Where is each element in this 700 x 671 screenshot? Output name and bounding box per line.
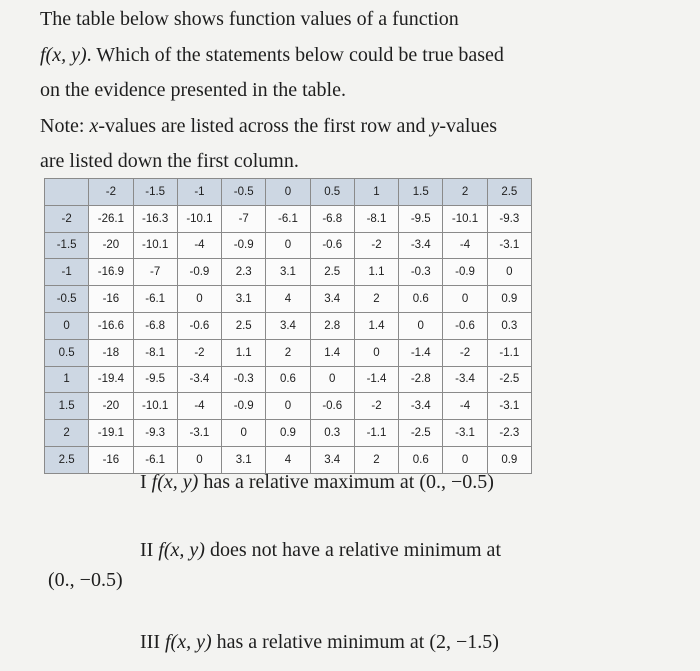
value-cell: -10.1 [133,232,177,259]
value-cell: 2 [266,339,310,366]
statement-1-label: I [140,471,152,493]
value-cell: 1.1 [354,259,398,286]
statement-3-text: has a relative minimum at (2, −1.5) [211,631,499,653]
value-cell: 2.5 [310,259,354,286]
intro-line-4 [40,109,680,145]
question-intro [40,2,680,180]
x-header-cell: -0.5 [222,179,266,206]
value-cell: 3.1 [266,259,310,286]
value-cell: 3.1 [222,286,266,313]
value-cell: 2 [354,286,398,313]
value-cell: -10.1 [133,393,177,420]
value-cell: -8.1 [133,339,177,366]
y-variable: y [430,114,440,137]
value-cell: -0.3 [222,366,266,393]
value-cell: 3.4 [266,312,310,339]
value-cell: 0.9 [487,446,531,473]
value-cell: -0.6 [310,393,354,420]
value-cell: -1.1 [487,339,531,366]
value-cell: -3.4 [399,393,443,420]
value-cell: -6.1 [266,205,310,232]
statement-2 [140,538,501,562]
statement-2-text: does not have a relative minimum at [204,539,501,561]
value-cell: -1.4 [354,366,398,393]
value-cell: 0.3 [310,420,354,447]
value-cell: -0.9 [222,232,266,259]
x-header-cell: 2.5 [487,179,531,206]
value-cell: 2.3 [222,259,266,286]
value-cell: -26.1 [89,205,133,232]
table-row [45,205,532,232]
value-cell: -3.1 [443,420,487,447]
intro-line-2-rest: . Which of the statements below could be true based [86,43,504,66]
x-header-cell: 1 [354,179,398,206]
value-cell: 0 [487,259,531,286]
note-suffix: -values [439,114,498,137]
value-cell: -9.3 [487,205,531,232]
value-cell: 0 [310,366,354,393]
y-header-cell: -2 [45,205,89,232]
value-cell: -16.6 [89,312,133,339]
y-header-cell: 1 [45,366,89,393]
value-cell: 0.6 [399,446,443,473]
value-cell: -3.4 [443,366,487,393]
value-cell: -7 [222,205,266,232]
value-cell: -20 [89,232,133,259]
value-cell: -2 [177,339,221,366]
value-cell: 0 [443,446,487,473]
table-row [45,339,532,366]
x-header-cell: 1.5 [399,179,443,206]
value-cell: -8.1 [354,205,398,232]
value-cell: -16 [89,286,133,313]
value-cell: -3.1 [177,420,221,447]
value-cell: -19.4 [89,366,133,393]
value-cell: -0.9 [222,393,266,420]
value-cell: 0.9 [487,286,531,313]
value-cell: 1.1 [222,339,266,366]
function-notation: f(x, y) [40,43,87,66]
value-cell: 0.6 [399,286,443,313]
x-header-cell: 2 [443,179,487,206]
value-cell: -1.4 [399,339,443,366]
value-cell: -9.3 [133,420,177,447]
value-cell: -2 [354,232,398,259]
value-cell: -6.1 [133,446,177,473]
value-cell: -3.1 [487,232,531,259]
x-variable: x [89,114,99,137]
value-cell: -4 [177,232,221,259]
value-cell: 0 [443,286,487,313]
table-row [45,232,532,259]
value-cell: 0 [177,286,221,313]
intro-line-2 [40,38,680,74]
table-row [45,420,532,447]
y-header-cell: 0 [45,312,89,339]
value-cell: -9.5 [399,205,443,232]
intro-line-3: on the evidence presented in the table. [40,79,346,101]
value-cell: -10.1 [443,205,487,232]
x-header-cell: -2 [89,179,133,206]
value-cell: 1.4 [310,339,354,366]
value-cell: -2 [443,339,487,366]
value-cell: -3.4 [177,366,221,393]
value-cell: 1.4 [354,312,398,339]
value-cell: 0.9 [266,420,310,447]
table-row [45,286,532,313]
value-cell: -16.9 [89,259,133,286]
statement-2-function: f(x, y) [158,539,205,561]
value-cell: -6.1 [133,286,177,313]
value-cell: 0 [266,232,310,259]
value-cell: 0 [354,339,398,366]
statement-1-function: f(x, y) [151,471,199,493]
corner-cell [45,179,89,206]
x-header-row [45,179,532,206]
x-header-cell: 0.5 [310,179,354,206]
value-cell: 4 [266,446,310,473]
table-row [45,366,532,393]
value-cell: -3.4 [399,232,443,259]
intro-line-5: are listed down the first column. [40,150,299,172]
value-cell: -3.1 [487,393,531,420]
y-header-cell: 2 [45,420,89,447]
value-cell: -0.9 [443,259,487,286]
value-cell: -19.1 [89,420,133,447]
value-cell: -6.8 [133,312,177,339]
value-cell: -6.8 [310,205,354,232]
value-cell: 2.5 [222,312,266,339]
y-header-cell: 1.5 [45,393,89,420]
y-header-cell: 0.5 [45,339,89,366]
value-cell: 4 [266,286,310,313]
x-header-cell: 0 [266,179,310,206]
statement-2-continuation: (0., −0.5) [48,569,123,591]
statement-3 [140,630,499,654]
value-cell: -0.9 [177,259,221,286]
x-header-cell: -1.5 [133,179,177,206]
y-header-cell: 2.5 [45,446,89,473]
intro-line-1: The table below shows function values of a function [40,8,459,30]
value-cell: -10.1 [177,205,221,232]
statement-1 [140,470,494,494]
value-cell: -4 [443,393,487,420]
value-cell: -9.5 [133,366,177,393]
value-cell: 0.3 [487,312,531,339]
note-prefix: Note: [40,114,90,137]
value-cell: -7 [133,259,177,286]
value-cell: -0.6 [177,312,221,339]
value-cell: -2.3 [487,420,531,447]
value-cell: 0 [399,312,443,339]
value-cell: 0 [222,420,266,447]
y-header-cell: -0.5 [45,286,89,313]
statement-3-label: III [140,631,165,653]
statement-1-text: has a relative maximum at (0., −0.5) [198,471,494,493]
value-cell: -0.3 [399,259,443,286]
value-cell: -2 [354,393,398,420]
statement-3-function: f(x, y) [164,631,212,653]
value-cell: 3.4 [310,286,354,313]
value-cell: -16 [89,446,133,473]
value-cell: -1.1 [354,420,398,447]
value-cell: 0.6 [266,366,310,393]
note-middle: -values are listed across the first row and [98,114,431,137]
value-cell: 3.4 [310,446,354,473]
y-header-cell: -1 [45,259,89,286]
value-cell: 2 [354,446,398,473]
table-row [45,393,532,420]
value-cell: -2.8 [399,366,443,393]
function-values-table [44,178,532,474]
value-cell: -0.6 [443,312,487,339]
value-cell: -0.6 [310,232,354,259]
value-cell: -18 [89,339,133,366]
value-cell: -2.5 [399,420,443,447]
x-header-cell: -1 [177,179,221,206]
value-cell: 2.8 [310,312,354,339]
value-cell: -4 [177,393,221,420]
table-row [45,312,532,339]
value-cell: 0 [177,446,221,473]
table-row [45,259,532,286]
value-cell: 0 [266,393,310,420]
y-header-cell: -1.5 [45,232,89,259]
value-cell: -2.5 [487,366,531,393]
value-cell: 3.1 [222,446,266,473]
value-cell: -20 [89,393,133,420]
value-cell: -16.3 [133,205,177,232]
value-cell: -4 [443,232,487,259]
statement-2-label: II [140,539,159,561]
